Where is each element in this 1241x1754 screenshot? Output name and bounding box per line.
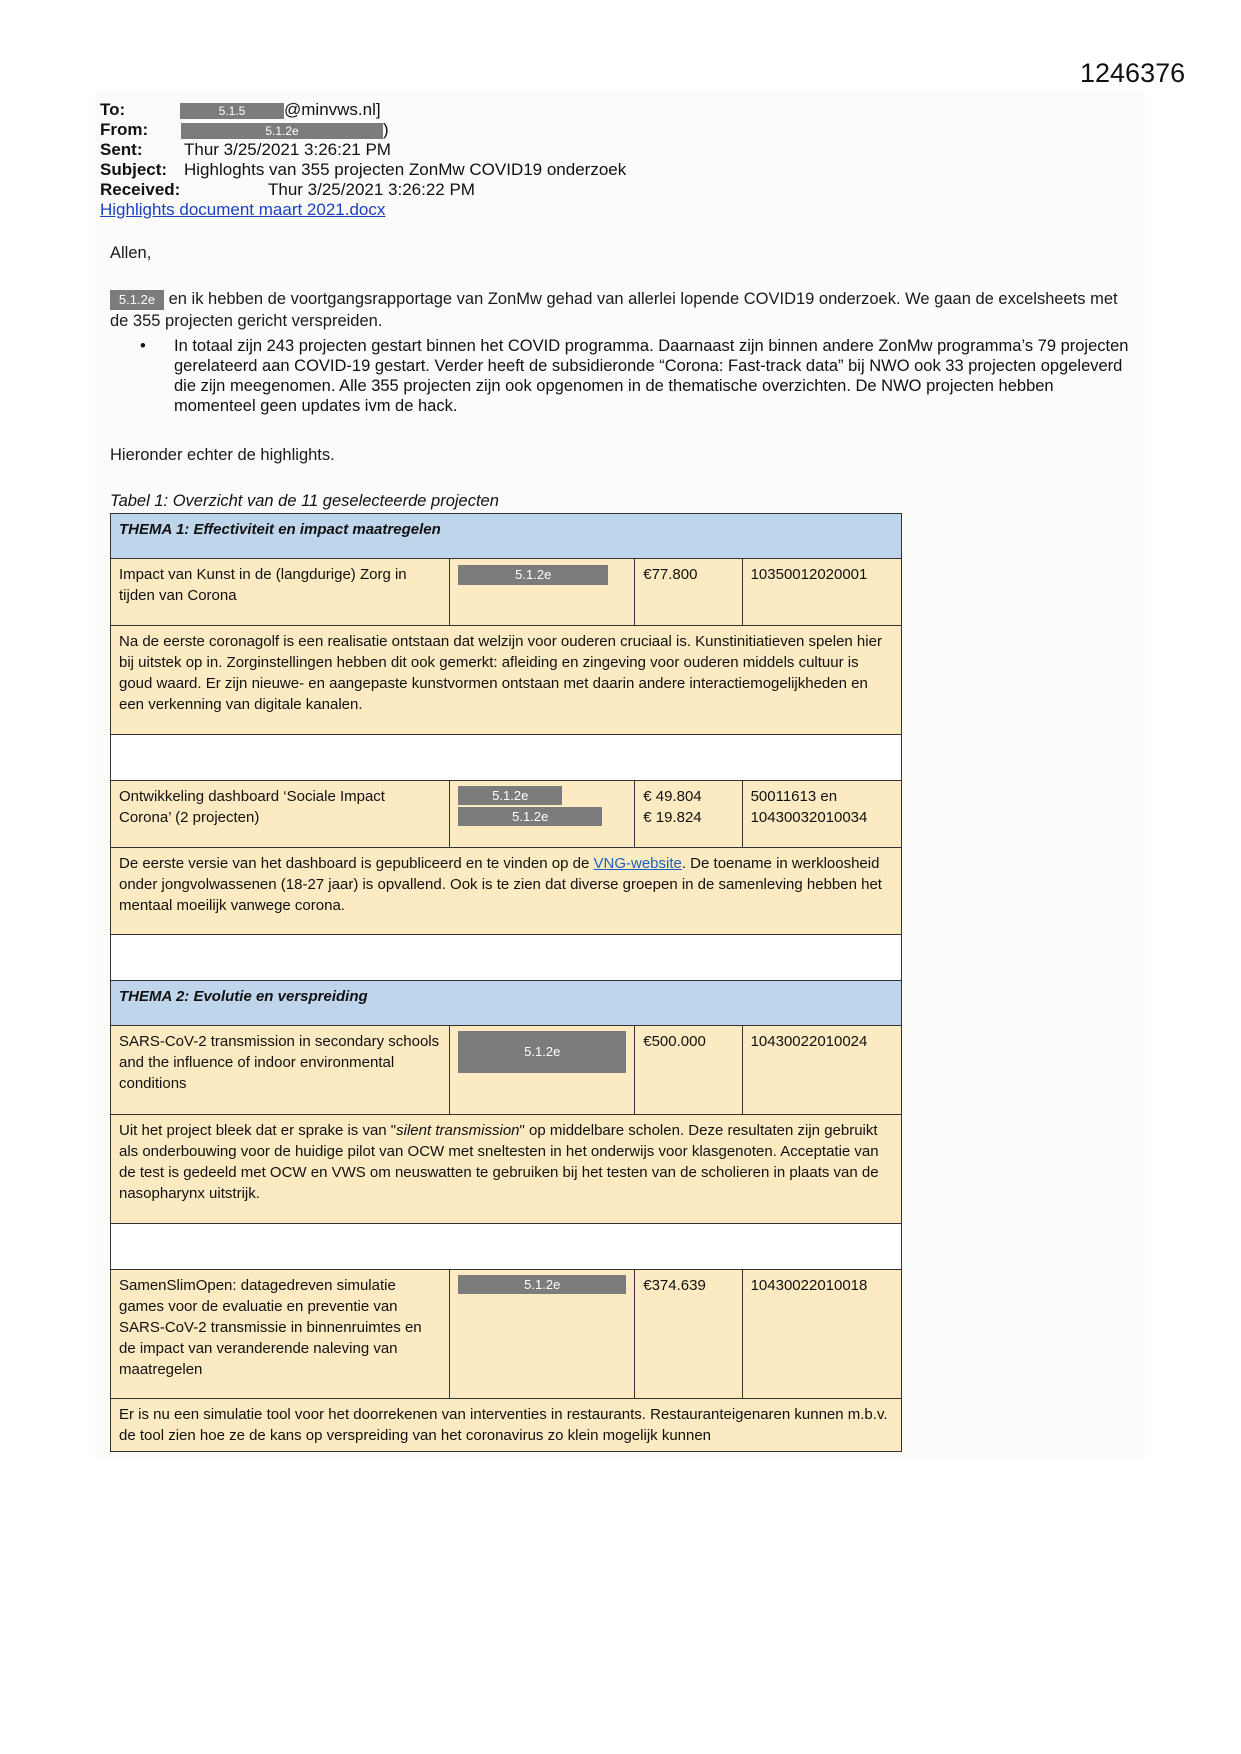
redaction-box: 5.1.2e bbox=[110, 290, 164, 310]
project-number-2: 10430032010034 bbox=[750, 809, 868, 826]
intro-paragraph bbox=[110, 288, 1130, 332]
theme-row bbox=[111, 514, 902, 559]
project-number: 10430022010024 bbox=[742, 1026, 901, 1115]
to-label: To: bbox=[100, 100, 126, 119]
project-row bbox=[111, 781, 902, 848]
subject-value: Highloghts van 355 projecten ZonMw COVID19 onderzoek bbox=[184, 160, 627, 179]
attachment-row bbox=[100, 200, 385, 220]
description-row bbox=[111, 1115, 902, 1224]
redaction-box: 5.1.2e bbox=[458, 1275, 626, 1294]
project-amount: € 49.804 bbox=[643, 788, 702, 805]
vng-website-link[interactable]: VNG-website bbox=[593, 855, 682, 872]
sent-value: Thur 3/25/2021 3:26:21 PM bbox=[184, 140, 391, 159]
from-label: From: bbox=[100, 120, 149, 139]
project-amount: €77.800 bbox=[635, 559, 742, 626]
intro-text: en ik hebben de voortgangsrapportage van ZonMw gehad van allerlei lopende COVID19 onderzoek. We gaan de excelsheets met de 355 projecten gericht verspreiden. bbox=[110, 290, 1118, 330]
project-description: Na de eerste coronagolf is een realisatie ontstaan dat welzijn voor ouderen cruciaal is. Kunstinitiatieven spelen hier bij uitstek op in. Zorginstellingen hebben dit ook gemerkt: afleiding en zingeving voor ouderen middels cultuur is goud waard. Er zijn nieuwe- en aangepaste kunstvormen ontstaan met daarin andere interactiemogelijkheden en een verkenning van digitale kanalen. bbox=[111, 626, 902, 735]
projects-table bbox=[110, 513, 902, 1452]
description-row bbox=[111, 626, 902, 735]
project-number: 10430022010018 bbox=[742, 1270, 901, 1399]
attachment-link[interactable]: Highlights document maart 2021.docx bbox=[100, 200, 386, 219]
description-row bbox=[111, 1399, 902, 1452]
theme-1-heading: THEMA 1: Effectiviteit en impact maatregelen bbox=[111, 514, 902, 559]
bullet-dot: • bbox=[140, 337, 146, 355]
project-number: 10350012020001 bbox=[742, 559, 901, 626]
greeting: Allen, bbox=[110, 244, 152, 262]
redaction-box: 5.1.2e bbox=[458, 807, 602, 826]
bullet-item bbox=[140, 336, 1130, 416]
redaction-box: 5.1.2e bbox=[458, 786, 562, 805]
project-amount: €500.000 bbox=[635, 1026, 742, 1115]
received-value: Thur 3/25/2021 3:26:22 PM bbox=[268, 180, 475, 199]
to-row bbox=[100, 100, 385, 120]
project-row bbox=[111, 1270, 902, 1399]
project-row bbox=[111, 559, 902, 626]
project-title: Impact van Kunst in de (langdurige) Zorg in tijden van Corona bbox=[111, 559, 450, 626]
from-row bbox=[100, 120, 389, 140]
subject-row bbox=[100, 160, 627, 180]
project-description: Er is nu een simulatie tool voor het doorrekenen van interventies in restaurants. Restauranteigenaren kunnen m.b.v. de tool zien hoe ze de kans op verspreiding van het coronavirus zo klein mogelijk kunnen bbox=[111, 1399, 902, 1452]
project-amount: €374.639 bbox=[635, 1270, 742, 1399]
sent-row bbox=[100, 140, 391, 160]
redaction-box: 5.1.2e bbox=[458, 565, 608, 585]
theme-row bbox=[111, 981, 902, 1026]
project-title: Ontwikkeling dashboard ‘Sociale Impact Corona’ (2 projecten) bbox=[111, 781, 450, 848]
table-caption: Tabel 1: Overzicht van de 11 geselecteerde projecten bbox=[110, 492, 499, 510]
received-label: Received: bbox=[100, 180, 181, 199]
redaction-box: 5.1.2e bbox=[458, 1031, 626, 1073]
sent-label: Sent: bbox=[100, 140, 143, 159]
email-header bbox=[100, 100, 627, 220]
project-description: Uit het project bleek dat er sprake is van "silent transmission" op middelbare scholen. Deze resultaten zijn gebruikt als onderbouwing voor de huidige pilot van OCW met sneltesten in het onderwijs voor klasgenoten. Acceptatie van de test is gedeeld met OCW en VWS om neuswatten te gebruiken bij het testen van de scholieren in plaats van de nasopharynx uitstrijk. bbox=[111, 1115, 902, 1224]
project-number: 50011613 en bbox=[750, 788, 838, 805]
document-number: 1246376 bbox=[1080, 58, 1186, 88]
theme-2-heading: THEMA 2: Evolutie en verspreiding bbox=[111, 981, 902, 1026]
received-row bbox=[100, 180, 475, 200]
from-suffix: ) bbox=[383, 120, 389, 139]
redaction-box: 5.1.2e bbox=[181, 123, 383, 139]
bullet-text: In totaal zijn 243 projecten gestart binnen het COVID programma. Daarnaast zijn binnen andere ZonMw programma’s 79 projecten gerelateerd aan COVID-19 gestart. Verder heeft de subsidieronde “Corona: Fast-track data” bij NWO ook 33 projecten opgeleverd die zijn meegenomen. Alle 355 projecten zijn ook opgenomen in de thematische overzichten. De NWO projecten hebben momenteel geen updates ivm de hack. bbox=[174, 337, 1129, 415]
project-title: SARS-CoV-2 transmission in secondary schools and the influence of indoor environmental conditions bbox=[111, 1026, 450, 1115]
spacer-row bbox=[111, 935, 902, 981]
spacer-row bbox=[111, 735, 902, 781]
highlights-intro: Hieronder echter de highlights. bbox=[110, 446, 335, 464]
description-row bbox=[111, 848, 902, 935]
project-amount-2: € 19.824 bbox=[643, 809, 702, 826]
redaction-box: 5.1.5 bbox=[180, 103, 284, 119]
to-domain: @minvws.nl] bbox=[284, 100, 381, 119]
project-row bbox=[111, 1026, 902, 1115]
project-title: SamenSlimOpen: datagedreven simulatie games voor de evaluatie en preventie van SARS-CoV-2 transmissie in binnenruimtes en de impact van veranderende naleving van maatregelen bbox=[111, 1270, 450, 1399]
project-description: De eerste versie van het dashboard is gepubliceerd en te vinden op de VNG-website. De toename in werkloosheid onder jongvolwassenen (18-27 jaar) is opvallend. Ook is te zien dat diverse groepen in de samenleving hebben het mentaal moeilijk vanwege corona. bbox=[111, 848, 902, 935]
spacer-row bbox=[111, 1224, 902, 1270]
subject-label: Subject: bbox=[100, 160, 168, 179]
